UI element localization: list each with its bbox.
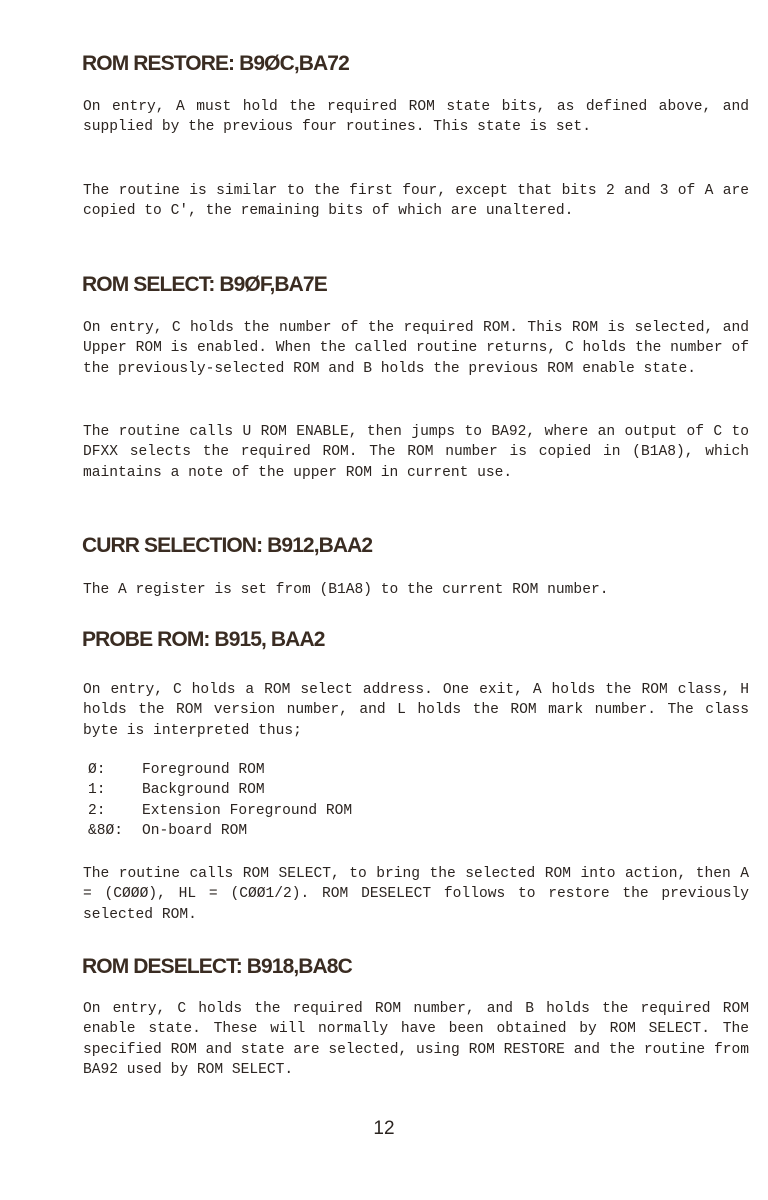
class-label: Extension Foreground ROM [142,802,353,819]
section-heading-rom-select: ROM SELECT: B9ØF,BA7E [82,273,327,296]
class-code: &8Ø: [88,822,124,839]
rom-restore-routine-paragraph: The routine is similar to the first four, except that bits 2 and 3 of A are copied to C', the remaining bits of which are unaltered. [83,183,749,220]
page-number: 12 [373,1118,395,1139]
rom-select-routine-paragraph: The routine calls U ROM ENABLE, then jumps to BA92, where an output of C to DFXX selects the required ROM. The ROM number is copied in (B1A8), which maintains a note of the upper ROM in current use. [83,424,749,481]
curr-selection-paragraph: The A register is set from (B1A8) to the current ROM number. [83,582,609,598]
class-code: 2: [88,802,106,819]
rom-select-entry-paragraph: On entry, C holds the number of the required ROM. This ROM is selected, and Upper ROM is enabled. When the called routine returns, C holds the number of the previously-selected ROM and B holds the previous ROM enable state. [83,320,749,377]
probe-rom-routine-paragraph: The routine calls ROM SELECT, to bring the selected ROM into action, then A = (CØØØ), HL = (CØØ1/2). ROM DESELECT follows to restore the previously selected ROM. [83,866,749,923]
list-item [88,821,352,841]
list-item [88,801,352,821]
class-label: Background ROM [142,782,265,799]
section-heading-rom-deselect: ROM DESELECT: B918,BA8C [82,955,352,978]
class-label: Foreground ROM [142,762,265,778]
rom-deselect-paragraph: On entry, C holds the required ROM number, and B holds the required ROM enable state. These will normally have been obtained by ROM SELECT. The specified ROM and state are selected, using ROM RESTORE and the routine from BA92 used by ROM SELECT. [83,1001,749,1078]
list-item [88,780,352,800]
class-label: On-board ROM [142,822,248,839]
section-heading-probe-rom: PROBE ROM: B915, BAA2 [82,628,325,651]
list-item [88,760,352,780]
class-code: Ø: [88,762,106,778]
section-heading-curr-selection: CURR SELECTION: B912,BAA2 [82,534,373,557]
probe-rom-entry-paragraph: On entry, C holds a ROM select address. One exit, A holds the ROM class, H holds the ROM version number, and L holds the ROM mark number. The class byte is interpreted thus; [83,682,749,739]
rom-class-list [88,760,352,841]
rom-restore-entry-paragraph: On entry, A must hold the required ROM state bits, as defined above, and supplied by the previous four routines. This state is set. [83,99,749,136]
class-code: 1: [88,782,106,799]
section-heading-rom-restore: ROM RESTORE: B9ØC,BA72 [82,52,349,75]
